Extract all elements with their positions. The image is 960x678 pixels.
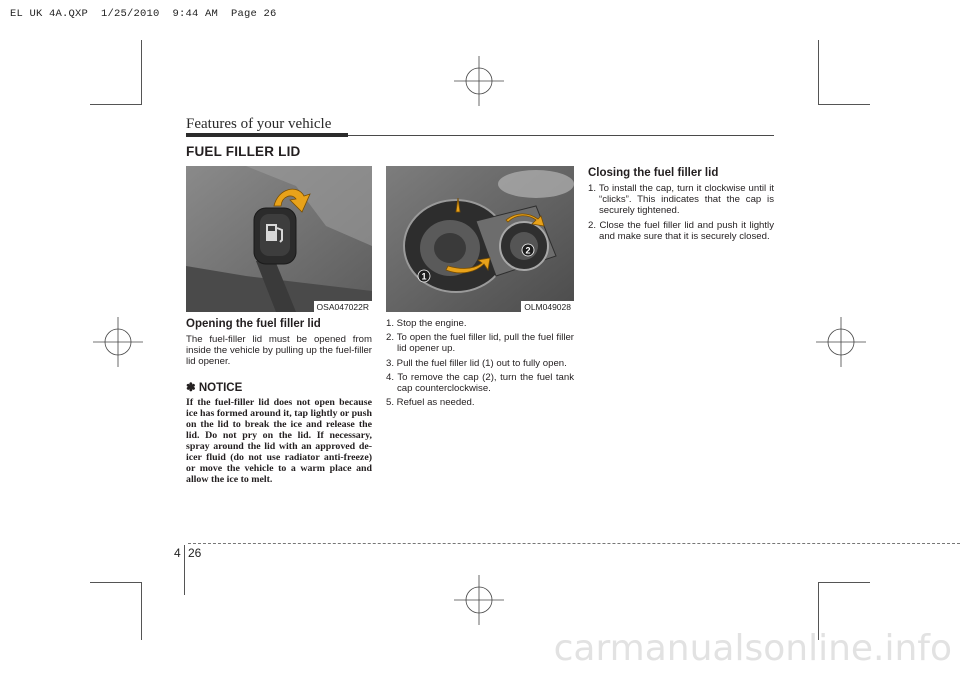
printer-slug: EL UK 4A.QXP 1/25/2010 9:44 AM Page 26	[10, 8, 277, 20]
step-item: 1. Stop the engine.	[386, 318, 467, 329]
closing-steps	[588, 183, 774, 242]
step-item: 4. To remove the cap (2), turn the fuel tank cap counterclockwise.	[386, 371, 574, 395]
opening-steps	[386, 318, 574, 408]
page-number: 26	[188, 546, 202, 560]
opener-photo	[186, 166, 372, 312]
chapter-number: 4	[174, 546, 181, 560]
step-item: 5. Refuel as needed.	[386, 397, 475, 409]
header-rule-line	[348, 135, 774, 136]
left-column	[186, 318, 372, 485]
watermark: carmanualsonline.info	[553, 628, 952, 669]
section-title: Features of your vehicle	[186, 116, 332, 132]
notice-title: ✽ NOTICE	[186, 381, 243, 394]
opening-heading: Opening the fuel filler lid	[186, 318, 321, 330]
fuel-cap-illustration	[386, 166, 574, 312]
photo-code-left: OSA047022R	[314, 301, 372, 312]
header-rule-bar	[186, 133, 348, 137]
fuel-cap-photo	[386, 166, 574, 312]
photo-code-middle: OLM049028	[521, 301, 574, 312]
middle-column	[386, 318, 574, 411]
step-item: 2. To open the fuel filler lid, pull the fuel filler lid opener up.	[386, 332, 574, 355]
main-heading: FUEL FILLER LID	[186, 144, 301, 159]
footer-divider	[184, 545, 185, 595]
callout-2-label: 2	[525, 245, 531, 256]
callout-1-label: 1	[421, 271, 427, 282]
opening-paragraph: The fuel-filler lid must be opened from inside the vehicle by pulling up the fuel-filler lid opener.	[186, 334, 372, 368]
footer-dashed-rule	[188, 543, 960, 544]
step-item: 3. Pull the fuel filler lid (1) out to fully open.	[386, 357, 567, 369]
step-item: 2. Close the fuel filler lid and push it lightly and make sure that it is securely closed.	[588, 219, 774, 242]
opener-illustration	[186, 166, 372, 312]
right-column	[588, 167, 774, 245]
closing-heading: Closing the fuel filler lid	[588, 167, 719, 179]
step-item: 1. To install the cap, turn it clockwise until it “clicks”. This indicates that the cap is securely tightened.	[588, 183, 774, 217]
notice-body: If the fuel-filler lid does not open because ice has formed around it, tap lightly or push on the lid to break the ice and release the lid. Do not pry on the lid. If necessary, spray around the lid with an approved de-icer fluid (do not use radiator anti-freeze) or move the vehicle to a warm place and allow the ice to melt.	[186, 396, 372, 486]
